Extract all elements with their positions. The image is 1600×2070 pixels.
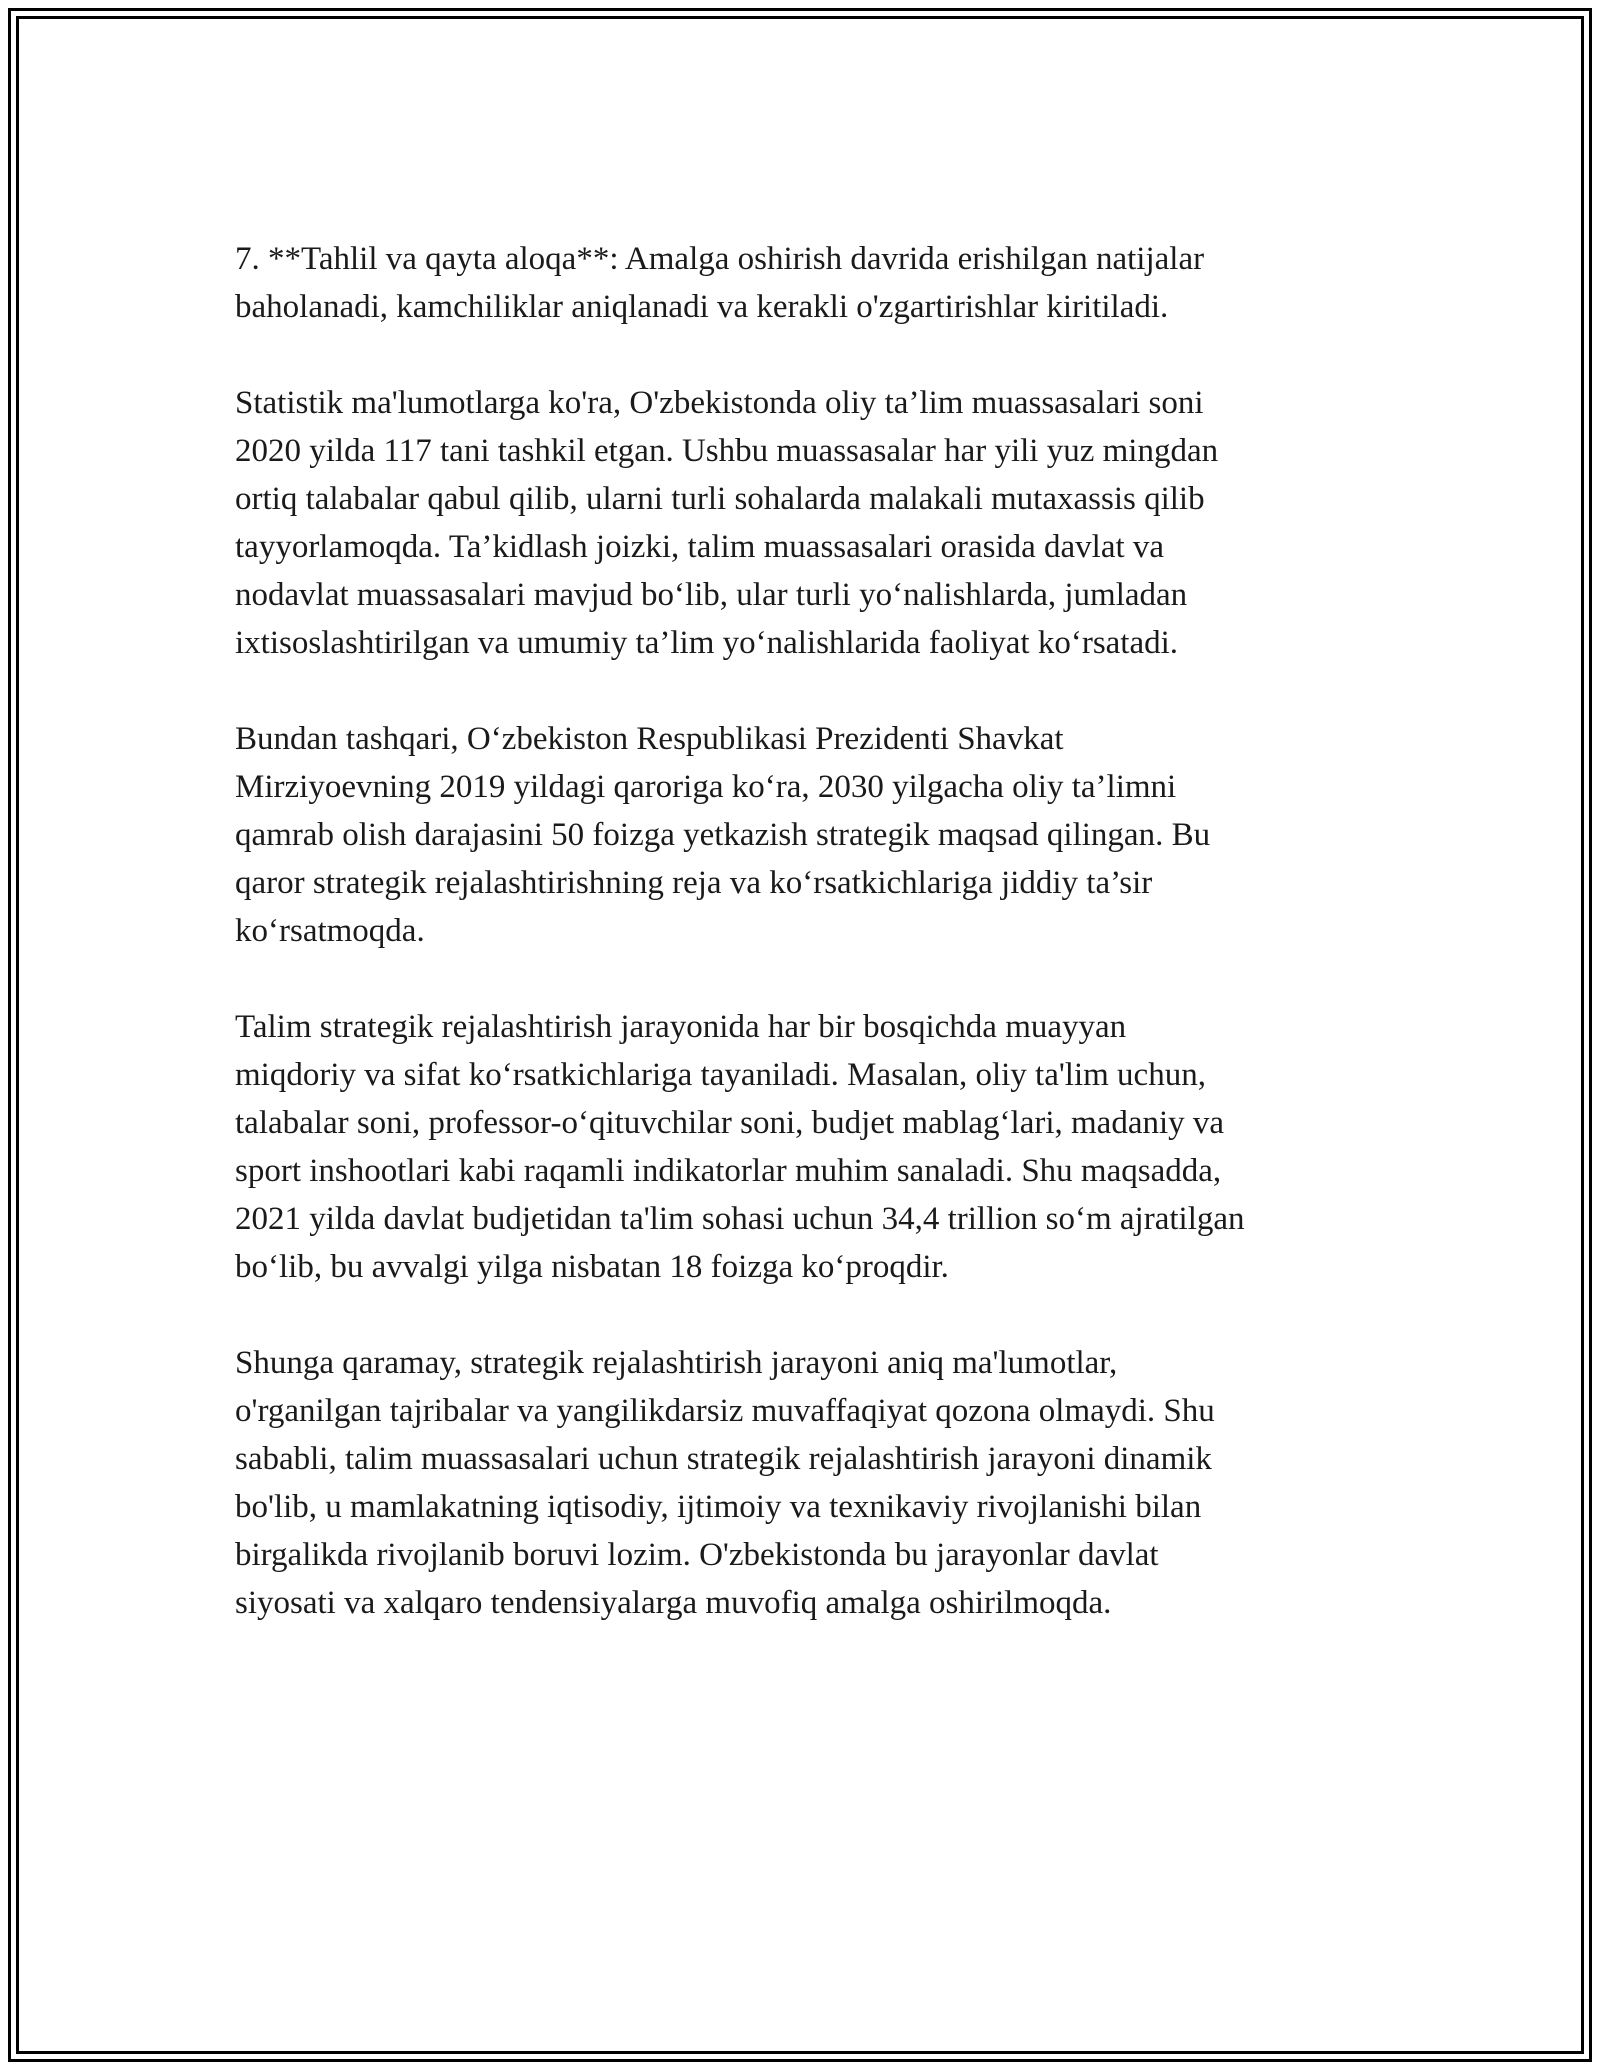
text-line: Mirziyoevning 2019 yildagi qaroriga ko‘ra, 2030 yilgacha oliy ta’limni [235,769,1177,805]
text-line: Statistik ma'lumotlarga ko'ra, O'zbekistonda oliy ta’lim muassasalari soni [235,385,1204,421]
document-body [235,235,1365,1675]
text-line: ortiq talabalar qabul qilib, ularni turli sohalarda malakali mutaxassis qilib [235,481,1205,517]
text-line: o'rganilgan tajribalar va yangilikdarsiz muvaffaqiyat qozona olmaydi. Shu [235,1393,1215,1429]
text-line: baholanadi, kamchiliklar aniqlanadi va kerakli o'zgartirishlar kiritiladi. [235,289,1169,325]
text-line: Shunga qaramay, strategik rejalashtirish jarayoni aniq ma'lumotlar, [235,1345,1118,1381]
text-line: sababli, talim muassasalari uchun strategik rejalashtirish jarayoni dinamik [235,1441,1212,1477]
paragraph-feedback [235,235,1365,331]
paragraph-statistics [235,379,1365,667]
text-line: siyosati va xalqaro tendensiyalarga muvofiq amalga oshirilmoqda. [235,1585,1112,1621]
text-line: ixtisoslashtirilgan va umumiy ta’lim yo‘nalishlarida faoliyat ko‘rsatadi. [235,625,1179,661]
text-line: ko‘rsatmoqda. [235,913,425,949]
text-line: talabalar soni, professor-o‘qituvchilar soni, budjet mablag‘lari, madaniy va [235,1105,1225,1141]
text-line: qaror strategik rejalashtirishning reja va ko‘rsatkichlariga jiddiy ta’sir [235,865,1153,901]
text-line: Talim strategik rejalashtirish jarayonida har bir bosqichda muayyan [235,1009,1127,1045]
text-line: 2020 yilda 117 tani tashkil etgan. Ushbu muassasalar har yili yuz mingdan [235,433,1219,469]
text-line: miqdoriy va sifat ko‘rsatkichlariga tayaniladi. Masalan, oliy ta'lim uchun, [235,1057,1206,1093]
text-line: 2021 yilda davlat budjetidan ta'lim sohasi uchun 34,4 trillion so‘m ajratilgan [235,1201,1245,1237]
text-line: 7. **Tahlil va qayta aloqa**: Amalga oshirish davrida erishilgan natijalar [235,241,1205,277]
text-line: qamrab olish darajasini 50 foizga yetkazish strategik maqsad qilingan. Bu [235,817,1211,853]
text-line: nodavlat muassasalari mavjud bo‘lib, ular turli yo‘nalishlarda, jumladan [235,577,1188,613]
text-line: sport inshootlari kabi raqamli indikatorlar muhim sanaladi. Shu maqsadda, [235,1153,1222,1189]
text-line: birgalikda rivojlanib boruvi lozim. O'zbekistonda bu jarayonlar davlat [235,1537,1159,1573]
text-line: bo'lib, u mamlakatning iqtisodiy, ijtimoiy va texnikaviy rivojlanishi bilan [235,1489,1202,1525]
text-line: bo‘lib, bu avvalgi yilga nisbatan 18 foizga ko‘proqdir. [235,1249,949,1285]
paragraph-indicators [235,1003,1365,1291]
text-line: Bundan tashqari, O‘zbekiston Respublikasi Prezidenti Shavkat [235,721,1064,757]
paragraph-presidential-decree [235,715,1365,955]
paragraph-conclusion [235,1339,1365,1627]
text-line: tayyorlamoqda. Ta’kidlash joizki, talim muassasalari orasida davlat va [235,529,1165,565]
